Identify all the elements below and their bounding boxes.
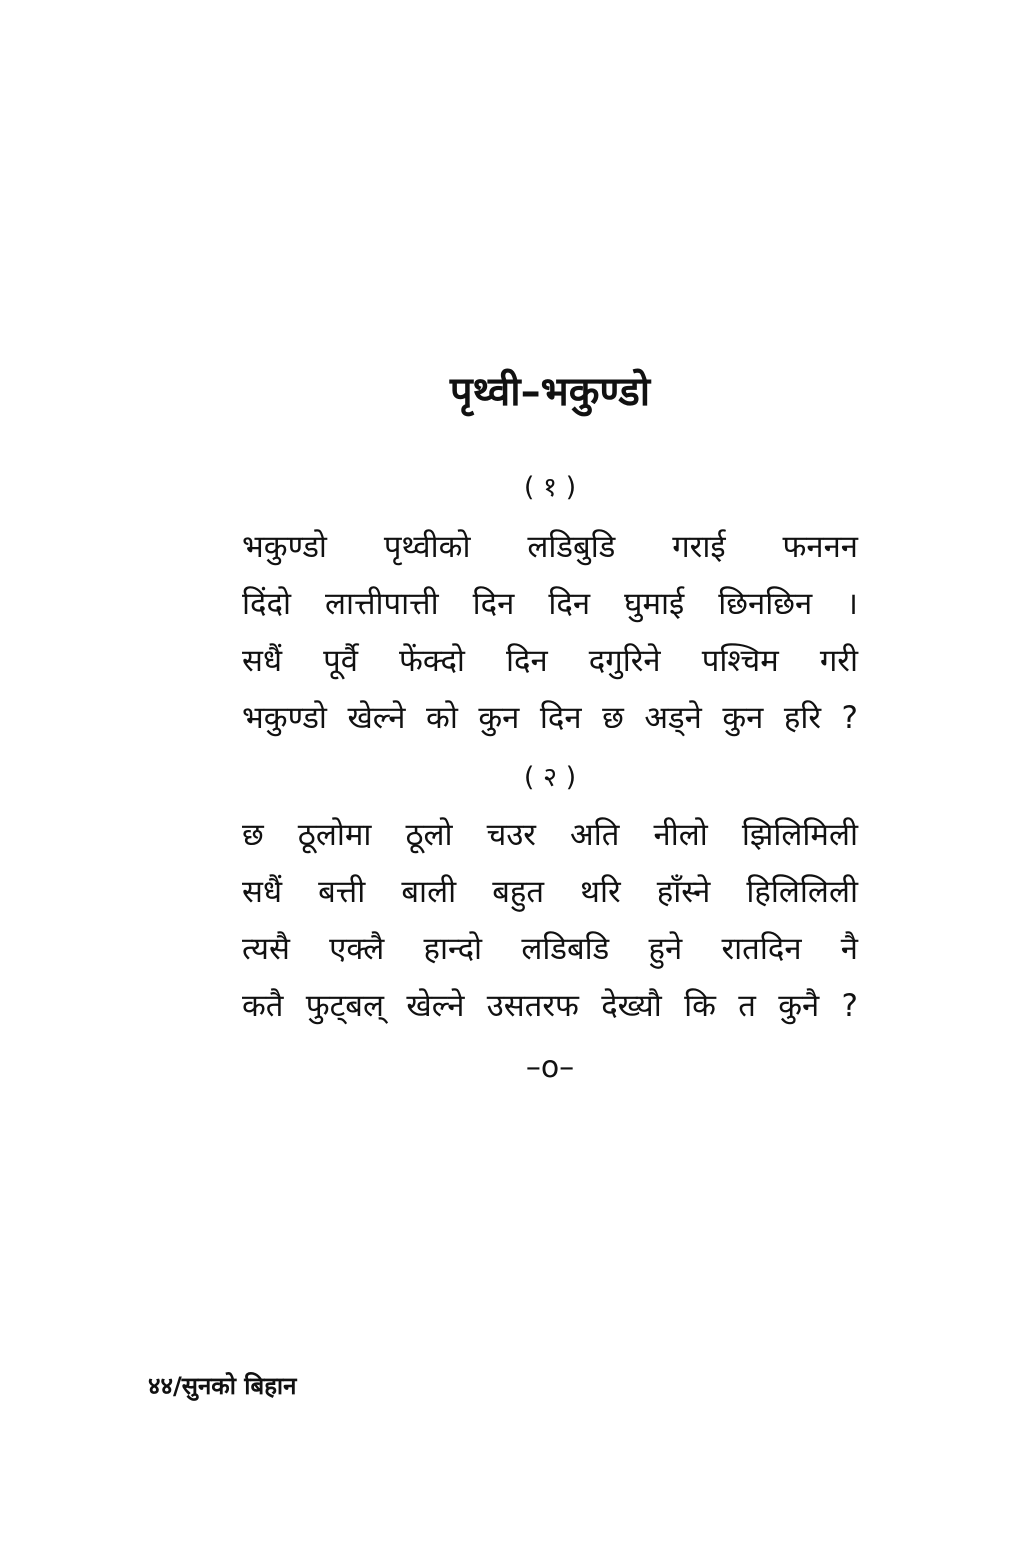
stanza-1-line-3: सधैं पूर्वै फेंक्दो दिन दगुरिने पश्चिम गरी xyxy=(242,643,858,679)
stanza-2-line-1: छ ठूलोमा ठूलो चउर अति नीलो झिलिमिली xyxy=(242,817,858,853)
stanza-2-line-4: कतै फुट्बल् खेल्ने उसतरफ देख्यौ कि त कुनै ? xyxy=(242,988,858,1024)
stanza-1-line-4: भकुण्डो खेल्ने को कुन दिन छ अड्ने कुन हरि ? xyxy=(242,700,858,736)
poem-end-mark: –o– xyxy=(525,1050,575,1085)
stanza-1-line-2: दिंदो लात्तीपात्ती दिन दिन घुमाई छिनछिन । xyxy=(242,586,858,622)
stanza-1-number: ( १ ) xyxy=(523,472,577,503)
page-footer: ४४/सुनको बिहान xyxy=(148,1372,297,1400)
poem-title: पृथ्वी–भकुण्डो xyxy=(449,369,651,415)
stanza-2-line-3: त्यसै एक्लै हान्दो लडिबडि हुने रातदिन नै xyxy=(242,931,858,967)
stanza-1-line-1: भकुण्डो पृथ्वीको लडिबुडि गराई फननन xyxy=(242,529,858,565)
stanza-2-line-2: सधैं बत्ती बाली बहुत थरि हाँस्ने हिलिलिली xyxy=(242,874,858,910)
stanza-2-number: ( २ ) xyxy=(523,762,577,793)
